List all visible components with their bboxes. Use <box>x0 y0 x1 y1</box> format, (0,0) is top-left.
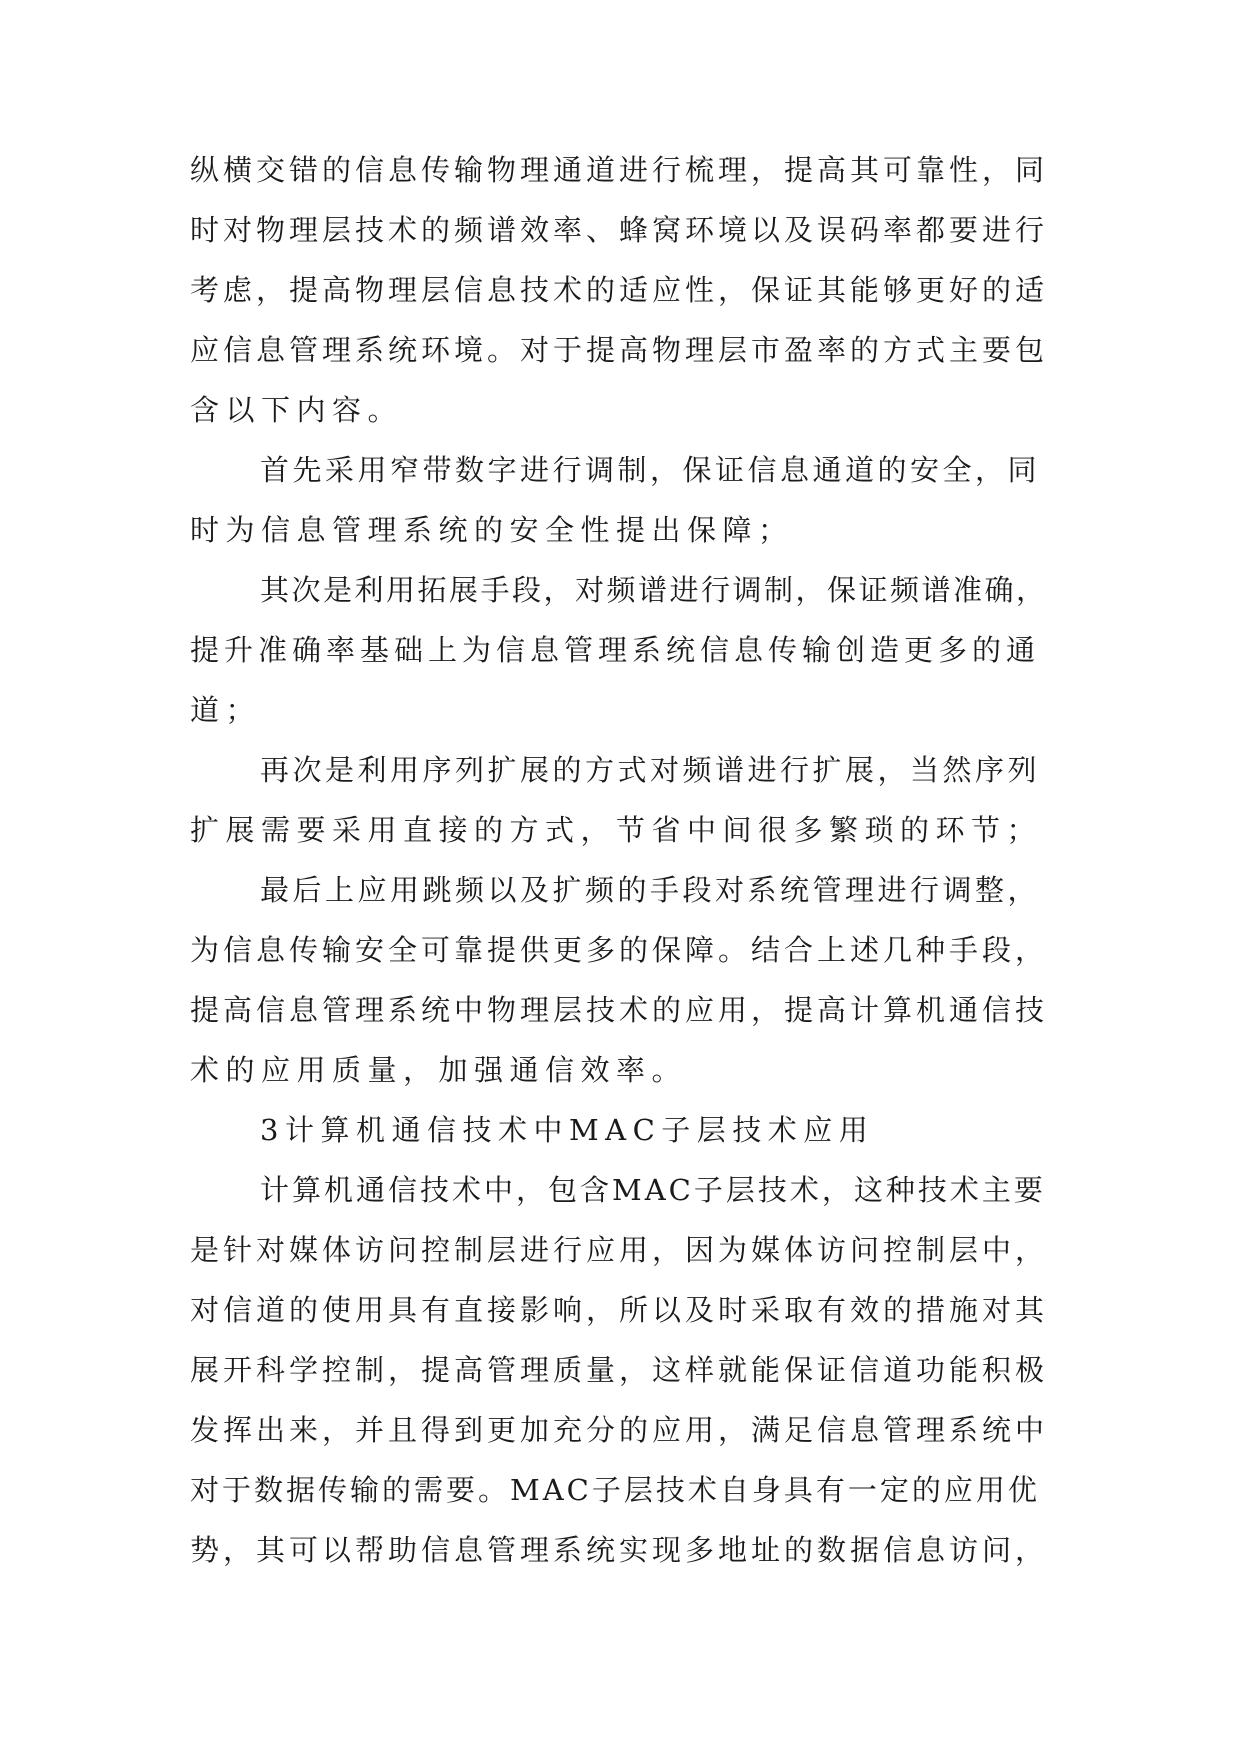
text-line: 对于数据传输的需要。MAC子层技术自身具有一定的应用优 <box>190 1473 1040 1507</box>
section-heading: 3计算机通信技术中MAC子层技术应用 <box>260 1113 875 1147</box>
text-line: 含以下内容。 <box>190 393 404 427</box>
text-line: 首先采用窄带数字进行调制，保证信息通道的安全，同 <box>260 453 1041 487</box>
text-line: 是针对媒体访问控制层进行应用，因为媒体访问控制层中， <box>190 1233 1049 1267</box>
text-line: 提高信息管理系统中物理层技术的应用，提高计算机通信技 <box>190 993 1049 1027</box>
text-line: 时对物理层技术的频谱效率、蜂窝环境以及误码率都要进行 <box>190 213 1049 247</box>
text-line: 势，其可以帮助信息管理系统实现多地址的数据信息访问， <box>190 1533 1049 1567</box>
text-line: 对信道的使用具有直接影响，所以及时采取有效的措施对其 <box>190 1293 1049 1327</box>
text-line: 其次是利用拓展手段，对频谱进行调制，保证频谱准确， <box>260 573 1048 607</box>
text-line: 扩展需要采用直接的方式，节省中间很多繁琐的环节； <box>190 813 1043 847</box>
text-line: 展开科学控制，提高管理质量，这样就能保证信道功能积极 <box>190 1353 1049 1387</box>
text-line: 发挥出来，并且得到更加充分的应用，满足信息管理系统中 <box>190 1413 1049 1447</box>
text-line: 时为信息管理系统的安全性提出保障； <box>190 513 794 547</box>
document-page <box>190 140 1050 1580</box>
text-line: 考虑，提高物理层信息技术的适应性，保证其能够更好的适 <box>190 273 1049 307</box>
text-line: 纵横交错的信息传输物理通道进行梳理，提高其可靠性，同 <box>190 153 1049 187</box>
text-line: 为信息传输安全可靠提供更多的保障。结合上述几种手段， <box>190 933 1049 967</box>
text-line: 应信息管理系统环境。对于提高物理层市盈率的方式主要包 <box>190 333 1049 367</box>
text-line: 术的应用质量，加强通信效率。 <box>190 1053 688 1087</box>
text-line: 道； <box>190 693 262 727</box>
text-line: 再次是利用序列扩展的方式对频谱进行扩展，当然序列 <box>260 753 1041 787</box>
text-line: 提升准确率基础上为信息管理系统信息传输创造更多的通 <box>190 633 1041 667</box>
text-line: 最后上应用跳频以及扩频的手段对系统管理进行调整， <box>260 873 1041 907</box>
text-line: 计算机通信技术中，包含MAC子层技术，这种技术主要 <box>260 1173 1046 1207</box>
